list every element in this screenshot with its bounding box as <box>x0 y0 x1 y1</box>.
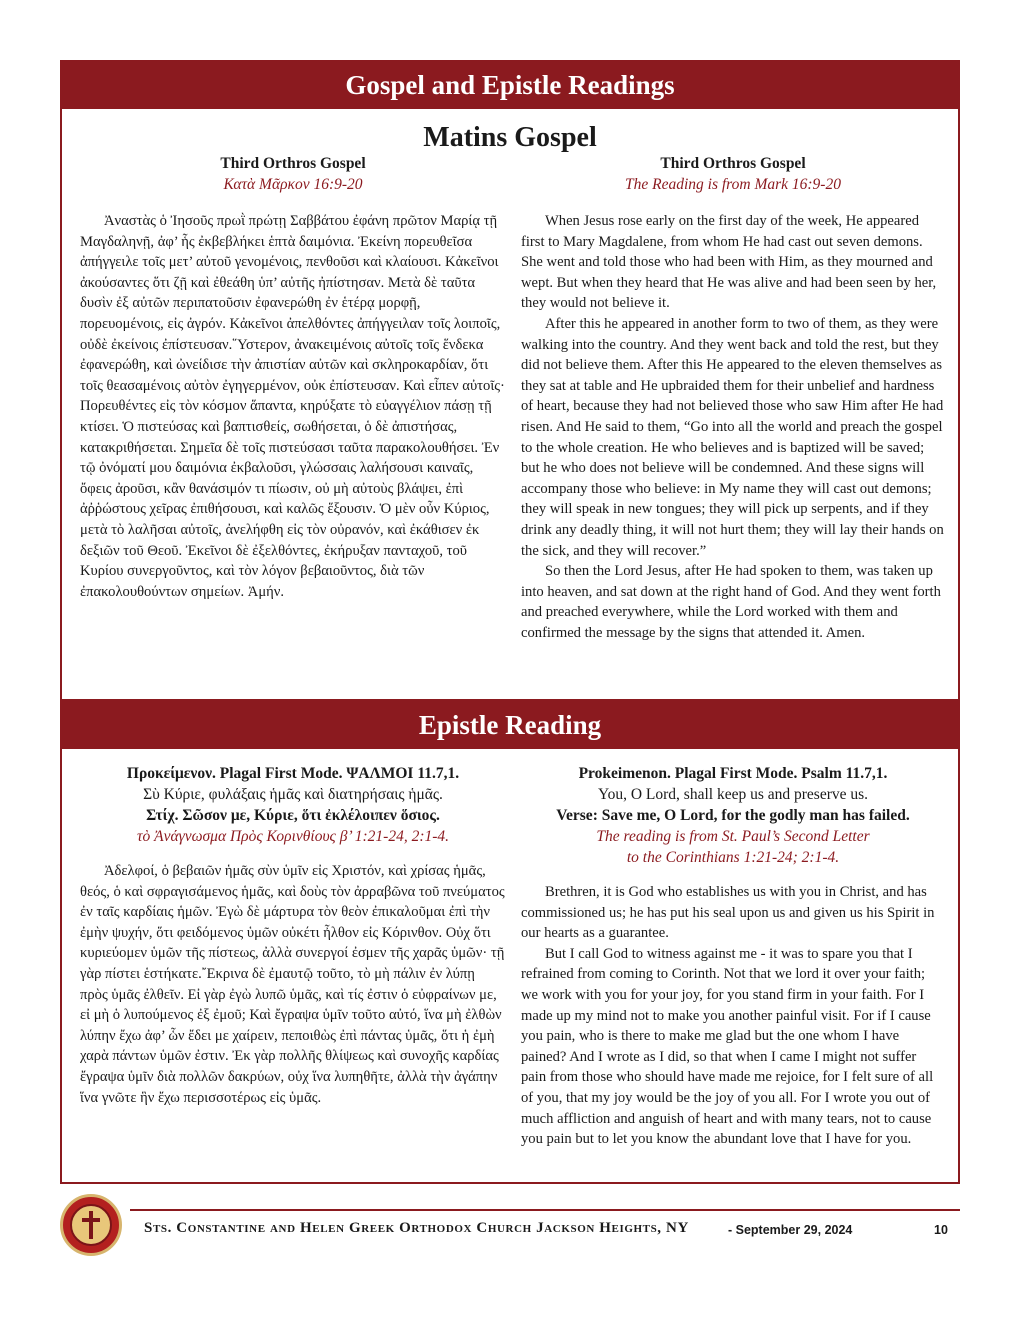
english-epistle-reference-line1: The reading is from St. Paul’s Second Letter <box>596 828 870 845</box>
english-prokeimenon: Prokeimenon. Plagal First Mode. Psalm 11.7,1. <box>578 765 888 782</box>
english-gospel-paragraph: After this he appeared in another form to two of them, as they were walking into the country. And they went back and told the rest, but they did not believe them. After this He appeared to the eleven themselves as they sat at table and He upbraided them for their unbelief and hardness of heart, because they had not believed those who saw Him after He had risen. And He said to them, “Go into all the world and preach the gospel to the whole creation. He who believes and is baptized will be saved; but he who does not believe will be condemned. And these signs will accompany those who believe: in My name they will cast out demons; they will speak in new tongues; they will pick up serpents, and if they drink any deadly thing, it will not hurt them; they will lay their hands on the sick, and they will recover.” <box>521 315 944 559</box>
gospel-section <box>60 60 960 701</box>
english-epistle-paragraph: But I call God to witness against me - it was to spare you that I refrained from coming to Corinth. Not that we lord it over your faith; we work with you for your joy, for you stand firm in your faith. For I made up my mind not to make you another painful visit. For if I cause you pain, who is there to make me glad but the one whom I have pained? And I wrote as I did, so that when I came I might not suffer pain from those who should have made me rejoice, for I felt sure of all of you, that my joy would be the joy of you all. For I wrote you out of much affliction and anguish of heart and with many tears, not to cause you pain but to let you know the abundant love that I have for you. <box>521 945 934 1148</box>
english-verse: Verse: Save me, O Lord, for the godly man has failed. <box>556 807 910 824</box>
greek-gospel-heading: Third Orthros Gospel <box>220 155 366 172</box>
gospel-english-column <box>521 153 945 643</box>
english-gospel-reference: The Reading is from Mark 16:9-20 <box>625 176 841 193</box>
page-footer <box>60 1192 960 1262</box>
epistle-greek-column <box>80 763 506 1108</box>
english-gospel-heading: Third Orthros Gospel <box>660 155 806 172</box>
greek-gospel-paragraph: Ἀναστὰς ὁ Ἰησοῦς πρωῒ πρώτῃ Σαββάτου ἐφάνη πρῶτον Μαρίᾳ τῇ Μαγδαληνῇ, ἀφ’ ἧς ἐκβεβλήκει ἑπτὰ δαιμόνια. Ἐκείνη πορευθεῖσα ἀπήγγειλε τοῖς μετ’ αὐτοῦ γενομένοις, πενθοῦσι καὶ κλαίουσι. Κἀκεῖνοι ἀκούσαντες ὅτι ζῇ καὶ ἐθεάθη ὑπ’ αὐτῆς ἠπίστησαν. Μετὰ δὲ ταῦτα δυσὶν ἐξ αὐτῶν περιπατοῦσιν ἐφανερώθη ἐν ἑτέρᾳ μορφῇ, πορευομένοις, εἰς ἀγρόν. Κἀκεῖνοι ἀπελθόντες ἀπήγγειλαν τοῖς λοιποῖς, οὐδὲ ἐκείνοις ἐπίστευσαν.῞Υστερον, ἀνακειμένοις αὐτοῖς τοῖς ἕνδεκα ἐφανερώθη, καὶ ὠνείδισε τὴν ἀπιστίαν αὐτῶν καὶ σκληροκαρδίαν, ὅτι τοῖς θεασαμένοις αὐτὸν ἐγηγερμένον, οὐκ ἐπίστευσαν. Καὶ εἶπεν αὐτοῖς· Πορευθέντες εἰς τὸν κόσμον ἅπαντα, κηρύξατε τὸ εὐαγγέλιον πάσῃ τῇ κτίσει. Ὁ πιστεύσας καὶ βαπτισθείς, σωθήσεται, ὁ δὲ ἀπιστήσας, κατακριθήσεται. Σημεῖα δὲ τοῖς πιστεύσασι ταῦτα παρακολουθήσει. Ἐν τῷ ὀνόματί μου δαιμόνια ἐκβαλοῦσι, γλώσσαις λαλήσουσι καιναῖς, ὄφεις ἀροῦσι, κἂν θανάσιμόν τι πίωσιν, οὐ μὴ αὐτοὺς βλάψει, ἐπὶ ἀῤῥώστους χεῖρας ἐπιθήσουσι, καὶ καλῶς ἕξουσιν. Ὁ μὲν οὖν Κύριος, μετὰ τὸ λαλῆσαι αὐτοῖς, ἀνελήφθη εἰς τὸν οὐρανόν, καὶ ἐκάθισεν ἐκ δεξιῶν τοῦ Θεοῦ. Ἐκεῖνοι δὲ ἐξελθόντες, ἐκήρυξαν πανταχοῦ, τοῦ Κυρίου συνεργοῦντος, καὶ τὸν λόγον βεβαιοῦντος, διὰ τῶν ἐπακολουθούντων σημείων. Ἀμήν. <box>80 213 505 600</box>
epistle-section <box>60 700 960 1184</box>
greek-prokeimenon-line: Σὺ Κύριε, φυλάξαις ἡμᾶς καὶ διατηρήσαις ἡμᾶς. <box>143 786 443 803</box>
epistle-english-column <box>521 763 945 1150</box>
matins-gospel-title: Matins Gospel <box>423 122 597 153</box>
gospel-greek-column <box>80 153 506 602</box>
english-epistle-paragraph: Brethren, it is God who establishes us with you in Christ, and has commissioned us; he has put his seal upon us and given us his Spirit in our hearts as a guarantee. <box>521 884 935 942</box>
english-gospel-paragraph: So then the Lord Jesus, after He had spoken to them, was taken up into heaven, and sat down at the right hand of God. And they went forth and preached everywhere, while the Lord worked with them and confirmed the message by the signs that attended it. Amen. <box>521 563 941 641</box>
church-seal-icon <box>60 1194 122 1256</box>
page-number: 10 <box>934 1223 948 1237</box>
greek-epistle-paragraph: Ἀδελφοί, ὁ βεβαιῶν ἡμᾶς σὺν ὑμῖν εἰς Χριστόν, καὶ χρίσας ἡμᾶς, θεός, ὁ καὶ σφραγισάμενος ἡμᾶς, καὶ δοὺς τὸν ἀρραβῶνα τοῦ πνεύματος ἐν ταῖς καρδίαις ἡμῶν. Ἐγὼ δὲ μάρτυρα τὸν θεὸν ἐπικαλοῦμαι ἐπὶ τὴν ἐμὴν ψυχήν, ὅτι φειδόμενος ὑμῶν οὐκέτι ἦλθον εἰς Κόρινθον. Οὐχ ὅτι κυριεύομεν ὑμῶν τῆς πίστεως, ἀλλὰ συνεργοί ἐσμεν τῆς χαρᾶς ὑμῶν· τῇ γὰρ πίστει ἑστήκατε.῎Εκρινα δὲ ἐμαυτῷ τοῦτο, τὸ μὴ πάλιν ἐν λύπῃ πρὸς ὑμᾶς ἐλθεῖν. Εἰ γὰρ ἐγὼ λυπῶ ὑμᾶς, καὶ τίς ἐστιν ὁ εὐφραίνων με, εἰ μὴ ὁ λυπούμενος ἐξ ἐμοῦ; Καὶ ἔγραψα ὑμῖν τοῦτο αὐτό, ἵνα μὴ ἐλθὼν λύπην ἔχω ἀφ’ ὧν ἔδει με χαίρειν, πεποιθὼς ἐπὶ πάντας ὑμᾶς, ὅτι ἡ ἐμὴ χαρὰ πάντων ὑμῶν ἐστιν. Ἐκ γὰρ πολλῆς θλίψεως καὶ συνοχῆς καρδίας ἔγραψα ὑμῖν διὰ πολλῶν δακρύων, οὐχ ἵνα λυπηθῆτε, ἀλλὰ τὴν ἀγάπην ἵνα γνῶτε ἣν ἔχω περισσοτέρως εἰς ὑμᾶς. <box>80 863 505 1106</box>
footer-divider <box>130 1209 960 1211</box>
greek-epistle-reference: τὸ Ἀνάγνωσμα Πρὸς Κορινθίους β’ 1:21-24, 2:1-4. <box>136 828 450 845</box>
greek-gospel-reference: Κατὰ Μᾶρκον 16:9-20 <box>223 176 363 193</box>
english-epistle-reference-line2: to the Corinthians 1:21-24; 2:1-4. <box>626 849 840 866</box>
greek-prokeimenon: Προκείμενον. Plagal First Mode. ΨΑΛΜΟΙ 11.7,1. <box>126 765 460 782</box>
bulletin-date: - September 29, 2024 <box>728 1223 853 1237</box>
english-gospel-paragraph: When Jesus rose early on the first day of the week, He appeared first to Mary Magdalene, from whom He had cast out seven demons. She went and told those who had been with Him, as they mourned and wept. But when they heard that He was alive and had been seen by her, they would not believe it. <box>521 213 937 312</box>
english-prokeimenon-line: You, O Lord, shall keep us and preserve us. <box>597 786 869 803</box>
church-name: Sts. Constantine and Helen Greek Orthodox Church Jackson Heights, NY <box>144 1220 689 1236</box>
gospel-banner: Gospel and Epistle Readings <box>62 62 958 109</box>
epistle-banner: Epistle Reading <box>62 702 958 749</box>
greek-verse: Στίχ. Σῶσον με, Κύριε, ὅτι ἐκλέλοιπεν ὅσιος. <box>146 807 440 824</box>
